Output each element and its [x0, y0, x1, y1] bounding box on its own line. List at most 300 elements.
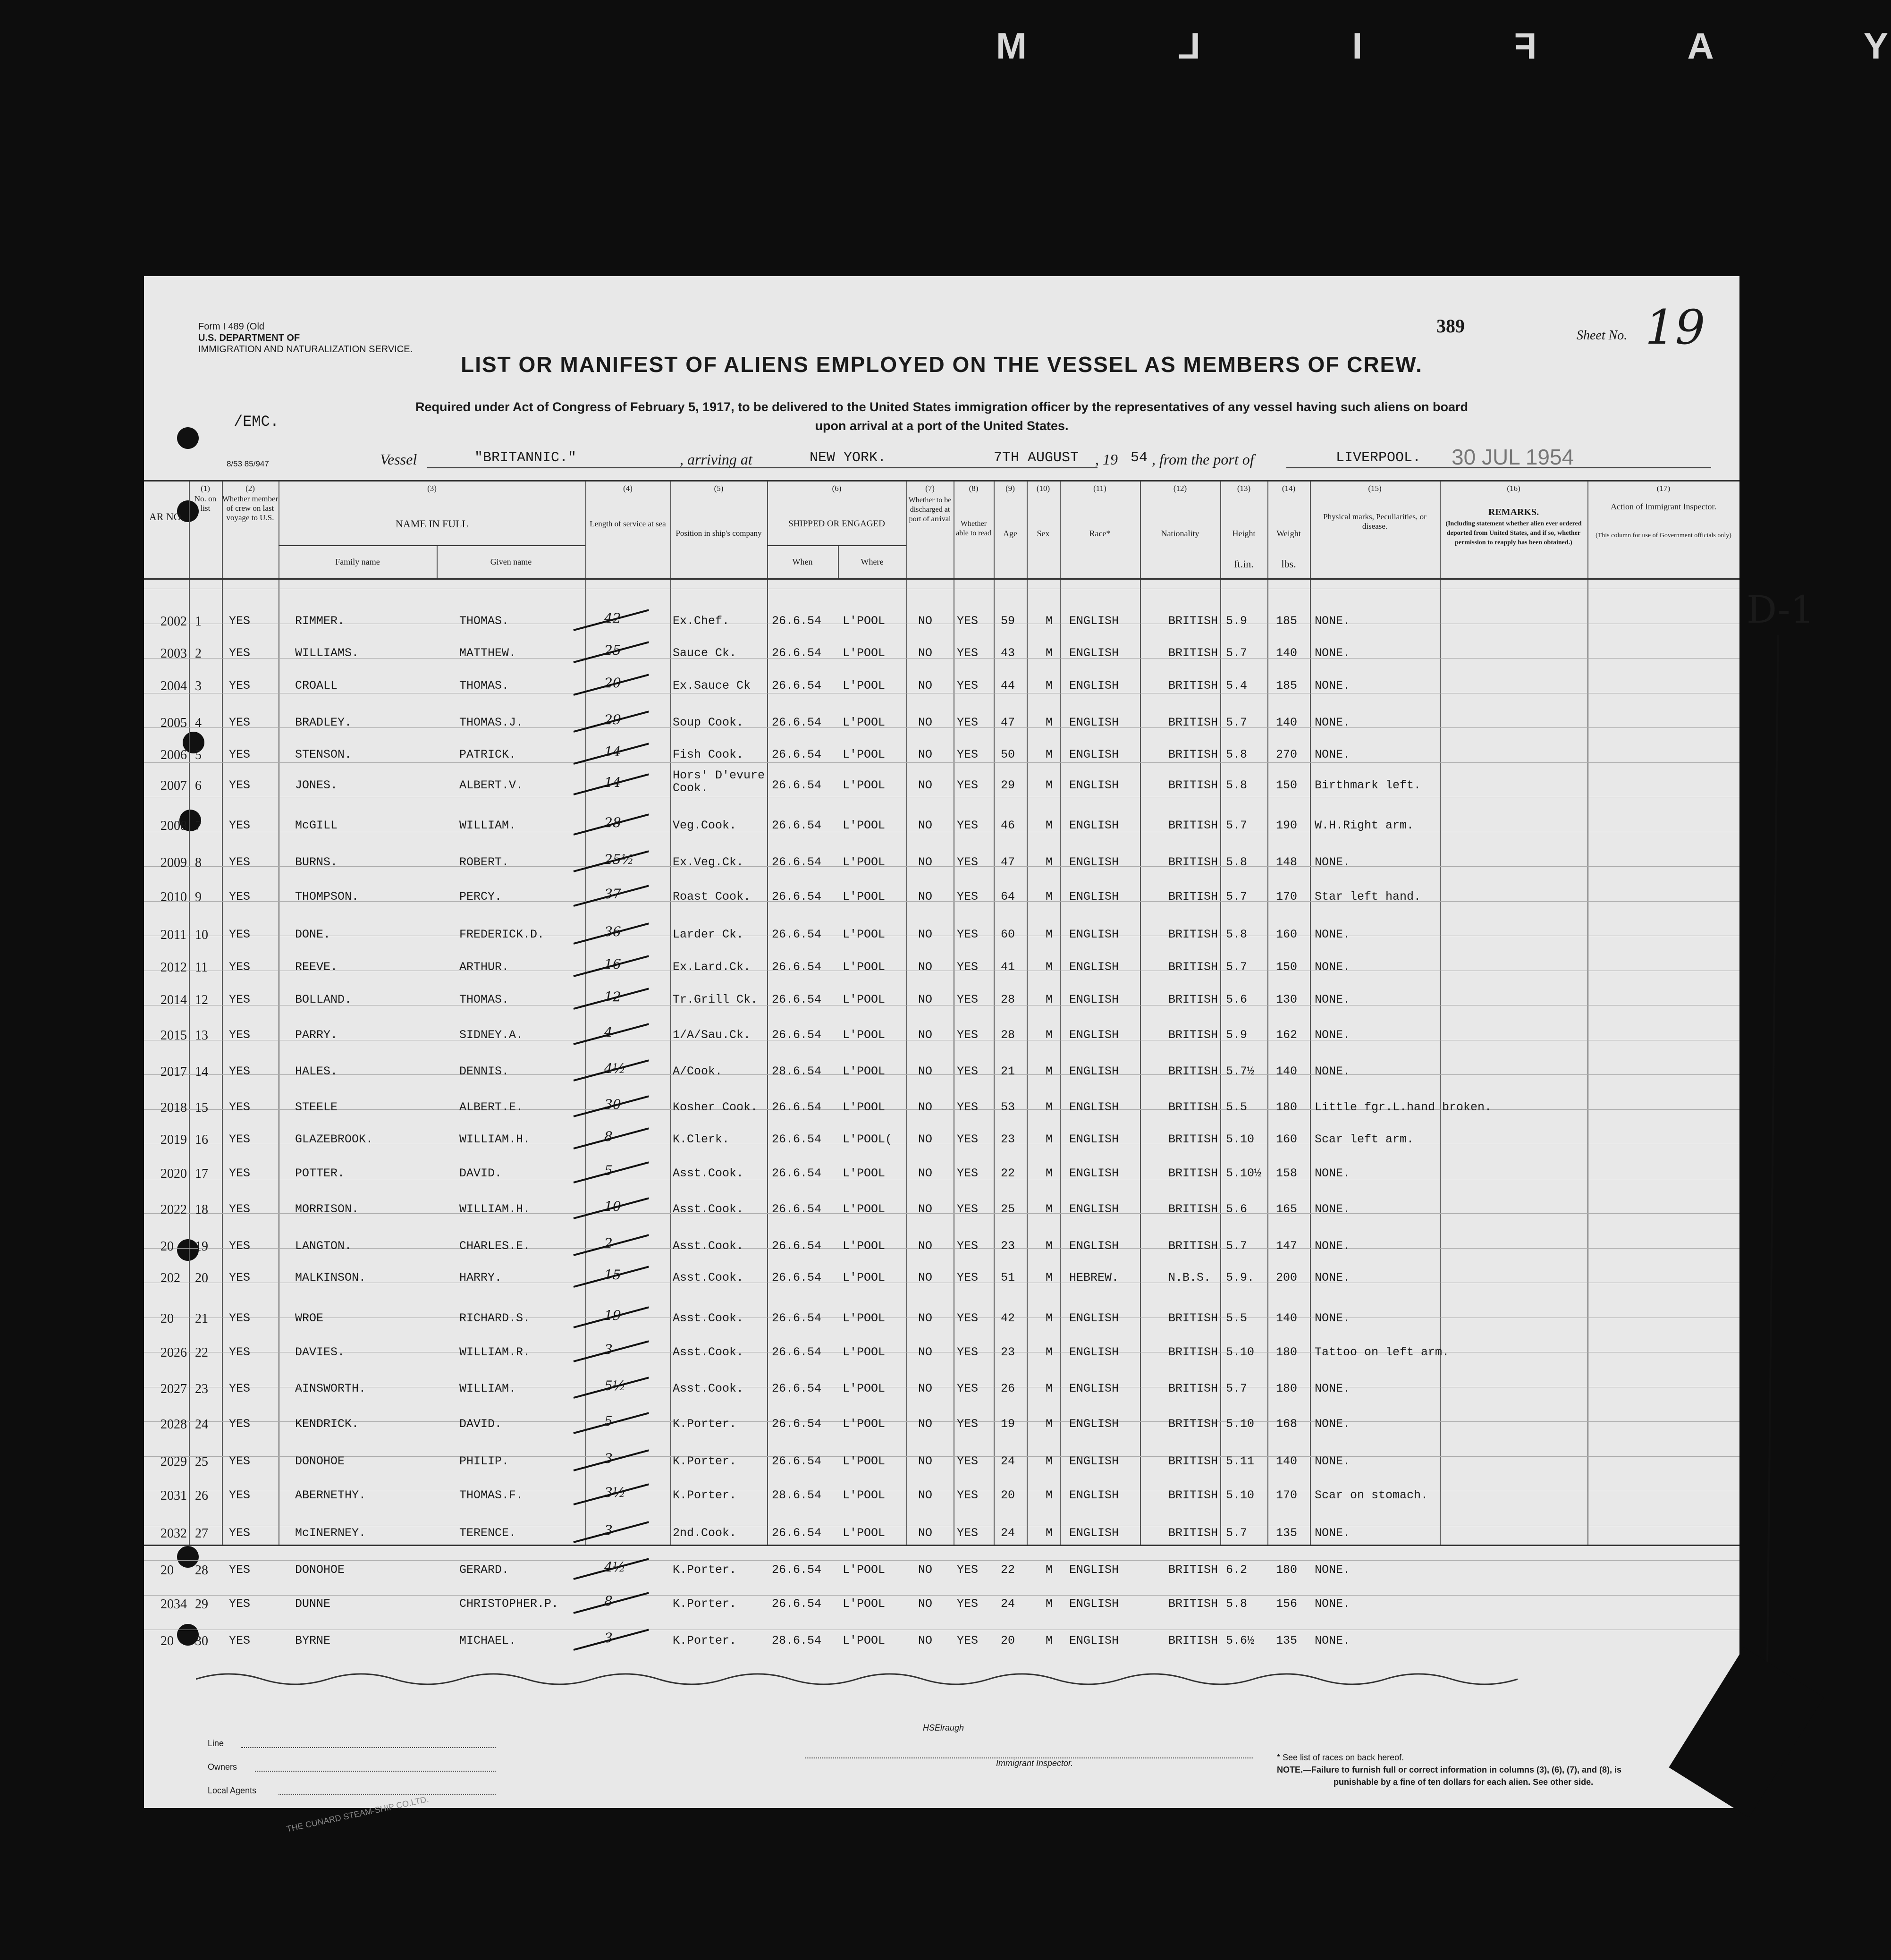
- cell-read: YES: [957, 928, 979, 941]
- cell-where: L'POOL(: [843, 1132, 893, 1146]
- cell-service: 15: [604, 1267, 621, 1283]
- cell-when: 26.6.54: [772, 960, 822, 974]
- cell-crew: YES: [229, 855, 251, 869]
- cell-height: 6.2: [1226, 1563, 1248, 1577]
- cell-ar: 2008: [160, 819, 187, 833]
- cell-given: FREDERICK.D.: [459, 928, 545, 941]
- cell-age: 53: [1001, 1100, 1015, 1114]
- cell-sex: M: [1046, 1382, 1053, 1395]
- arrival-port: NEW YORK.: [810, 450, 886, 466]
- cell-given: DENNIS.: [459, 1064, 509, 1078]
- cell-marks: NONE.: [1315, 1634, 1351, 1647]
- cell-position: Asst.Cook.: [673, 1382, 744, 1395]
- cell-service: 36: [604, 924, 621, 939]
- column-number: (4): [623, 484, 633, 493]
- cell-read: YES: [957, 890, 979, 904]
- cell-nat: BRITISH: [1168, 1132, 1218, 1146]
- cell-disch: NO: [918, 778, 933, 792]
- cell-service: 25: [604, 642, 621, 658]
- cell-weight: 160: [1276, 928, 1298, 941]
- cell-crew: YES: [229, 1597, 251, 1611]
- cell-read: YES: [957, 1382, 979, 1395]
- cell-service: 42: [604, 610, 621, 626]
- cell-weight: 147: [1276, 1239, 1298, 1253]
- cell-when: 26.6.54: [772, 1028, 822, 1042]
- cell-height: 5.6: [1226, 993, 1248, 1006]
- cell-where: L'POOL: [843, 1028, 886, 1042]
- cell-race: ENGLISH: [1069, 748, 1119, 761]
- cell-given: TERENCE.: [459, 1526, 516, 1540]
- cell-given: THOMAS.J.: [459, 716, 523, 729]
- cell-disch: NO: [918, 1028, 933, 1042]
- cell-age: 47: [1001, 716, 1015, 729]
- cell-service: 30: [604, 1097, 621, 1112]
- cell-family: LANGTON.: [295, 1239, 352, 1253]
- column-header-shipped: SHIPPED OR ENGAGED: [788, 519, 885, 529]
- cell-family: STEELE: [295, 1100, 338, 1114]
- cell-sex: M: [1046, 1100, 1053, 1114]
- cell-read: YES: [957, 1597, 979, 1611]
- cell-when: 26.6.54: [772, 1202, 822, 1216]
- cell-sex: M: [1046, 679, 1053, 693]
- row-rule: [144, 658, 1739, 659]
- cell-sex: M: [1046, 1132, 1053, 1146]
- cell-marks: NONE.: [1315, 1597, 1351, 1611]
- cell-ar: 2012: [160, 960, 187, 975]
- cell-no: 14: [195, 1064, 208, 1079]
- cell-race: ENGLISH: [1069, 1028, 1119, 1042]
- column-rule: [1220, 480, 1221, 1545]
- cell-read: YES: [957, 748, 979, 761]
- cell-race: ENGLISH: [1069, 1526, 1119, 1540]
- cell-position: Ex.Sauce Ck: [673, 679, 751, 693]
- cell-given: WILLIAM.H.: [459, 1202, 531, 1216]
- cell-crew: YES: [229, 1488, 251, 1502]
- cell-when: 26.6.54: [772, 716, 822, 729]
- cell-where: L'POOL: [843, 614, 886, 628]
- cell-race: ENGLISH: [1069, 1597, 1119, 1611]
- cell-disch: NO: [918, 1634, 933, 1647]
- cell-crew: YES: [229, 1563, 251, 1577]
- cell-service: 3: [604, 1342, 613, 1357]
- column-number: (15): [1368, 484, 1382, 493]
- cell-service: 3½: [604, 1485, 625, 1500]
- cell-disch: NO: [918, 1132, 933, 1146]
- column-header-position: Position in ship's company: [675, 529, 762, 538]
- cell-ar: 2032: [160, 1526, 187, 1541]
- cell-no: 29: [195, 1597, 208, 1612]
- cell-height: 5.7: [1226, 819, 1248, 832]
- cell-crew: YES: [229, 890, 251, 904]
- cell-disch: NO: [918, 748, 933, 761]
- cell-family: WILLIAMS.: [295, 646, 359, 660]
- cell-given: DAVID.: [459, 1166, 502, 1180]
- cell-read: YES: [957, 855, 979, 869]
- cell-race: ENGLISH: [1069, 1382, 1119, 1395]
- cell-family: BURNS.: [295, 855, 338, 869]
- cell-where: L'POOL: [843, 1271, 886, 1284]
- cell-marks: NONE.: [1315, 679, 1351, 693]
- cell-race: ENGLISH: [1069, 890, 1119, 904]
- row-rule: [144, 1595, 1739, 1596]
- cell-nat: BRITISH: [1168, 716, 1218, 729]
- cell-race: ENGLISH: [1069, 1454, 1119, 1468]
- cell-given: HARRY.: [459, 1271, 502, 1284]
- cell-no: 21: [195, 1311, 208, 1326]
- cell-when: 28.6.54: [772, 1064, 822, 1078]
- cell-given: WILLIAM.: [459, 1382, 516, 1395]
- cell-age: 20: [1001, 1488, 1015, 1502]
- cell-no: 2: [195, 646, 202, 661]
- cell-height: 5.9.: [1226, 1271, 1255, 1284]
- cell-no: 23: [195, 1382, 208, 1396]
- cell-read: YES: [957, 679, 979, 693]
- cell-crew: YES: [229, 1064, 251, 1078]
- cell-read: YES: [957, 993, 979, 1006]
- column-rule: [994, 480, 995, 1545]
- cell-where: L'POOL: [843, 748, 886, 761]
- cell-given: WILLIAM.: [459, 819, 516, 832]
- cell-service: 28: [604, 815, 621, 830]
- column-rule: [1060, 480, 1061, 1545]
- cell-service: 14: [604, 775, 621, 790]
- file-reference: 8/53 85/947: [227, 459, 269, 468]
- cell-sex: M: [1046, 928, 1053, 941]
- cell-crew: YES: [229, 1417, 251, 1431]
- cell-marks: NONE.: [1315, 1166, 1351, 1180]
- column-number: (13): [1237, 484, 1251, 493]
- column-number: (2): [245, 484, 255, 493]
- cell-family: DONE.: [295, 928, 331, 941]
- cell-race: ENGLISH: [1069, 1166, 1119, 1180]
- cell-where: L'POOL: [843, 1634, 886, 1647]
- cell-crew: YES: [229, 614, 251, 628]
- cell-ar: 2003: [160, 646, 187, 661]
- cell-crew: YES: [229, 1454, 251, 1468]
- cell-position: K.Porter.: [673, 1488, 737, 1502]
- cell-given: DAVID.: [459, 1417, 502, 1431]
- cell-where: L'POOL: [843, 1382, 886, 1395]
- cell-ar: 20: [160, 1311, 174, 1326]
- cell-sex: M: [1046, 614, 1053, 628]
- cell-ar: 2022: [160, 1202, 187, 1217]
- departure-port: LIVERPOOL.: [1336, 450, 1421, 466]
- cell-given: THOMAS.: [459, 679, 509, 693]
- cell-service: 2: [604, 1235, 613, 1251]
- column-header-discharged: Whether to be discharged at port of arrival: [908, 496, 952, 523]
- cell-crew: YES: [229, 928, 251, 941]
- cell-nat: BRITISH: [1168, 1454, 1218, 1468]
- cell-family: McINERNEY.: [295, 1526, 366, 1540]
- column-header-when: When: [792, 557, 813, 566]
- cell-disch: NO: [918, 1271, 933, 1284]
- column-number: (11): [1093, 484, 1106, 493]
- cell-no: 8: [195, 855, 202, 870]
- cell-service: 5: [604, 1413, 613, 1429]
- cell-age: 24: [1001, 1454, 1015, 1468]
- cell-where: L'POOL: [843, 679, 886, 693]
- cell-height: 5.7: [1226, 646, 1248, 660]
- cell-crew: YES: [229, 1526, 251, 1540]
- cell-where: L'POOL: [843, 1166, 886, 1180]
- cell-read: YES: [957, 1526, 979, 1540]
- cell-sex: M: [1046, 646, 1053, 660]
- cell-marks: NONE.: [1315, 960, 1351, 974]
- cell-where: L'POOL: [843, 1417, 886, 1431]
- cell-read: YES: [957, 819, 979, 832]
- column-number: (8): [969, 484, 979, 493]
- cell-position: 1/A/Sau.Ck.: [673, 1028, 751, 1042]
- cell-age: 51: [1001, 1271, 1015, 1284]
- cell-crew: YES: [229, 1345, 251, 1359]
- cell-service: 3: [604, 1522, 613, 1538]
- cell-no: 26: [195, 1488, 208, 1503]
- cell-ar: 2028: [160, 1417, 187, 1432]
- cell-ar: 2034: [160, 1597, 187, 1612]
- cell-given: WILLIAM.R.: [459, 1345, 531, 1359]
- column-number: (9): [1005, 484, 1015, 493]
- cell-given: ALBERT.E.: [459, 1100, 523, 1114]
- cell-sex: M: [1046, 855, 1053, 869]
- column-rule: [767, 480, 768, 1545]
- column-number: (17): [1656, 484, 1671, 493]
- cell-age: 46: [1001, 819, 1015, 832]
- cell-disch: NO: [918, 716, 933, 729]
- cell-nat: BRITISH: [1168, 646, 1218, 660]
- column-rule: [1587, 480, 1588, 1545]
- cell-read: YES: [957, 1202, 979, 1216]
- cell-age: 43: [1001, 646, 1015, 660]
- cell-nat: BRITISH: [1168, 1028, 1218, 1042]
- cell-weight: 135: [1276, 1526, 1298, 1540]
- column-number: (12): [1173, 484, 1187, 493]
- arriving-label: , arriving at: [680, 451, 752, 468]
- cell-position: Fish Cook.: [673, 748, 744, 761]
- cell-family: MORRISON.: [295, 1202, 359, 1216]
- cell-family: BOLLAND.: [295, 993, 352, 1006]
- cell-when: 26.6.54: [772, 1239, 822, 1253]
- cell-read: YES: [957, 1454, 979, 1468]
- cell-ar: 2009: [160, 855, 187, 870]
- cell-ar: 2014: [160, 993, 187, 1007]
- cell-ar: 2017: [160, 1064, 187, 1079]
- cell-when: 26.6.54: [772, 1454, 822, 1468]
- cell-no: 18: [195, 1202, 208, 1217]
- cell-no: 6: [195, 778, 202, 793]
- cell-ar: 2002: [160, 614, 187, 629]
- from-port-label: , from the port of: [1152, 451, 1254, 468]
- cell-crew: YES: [229, 1100, 251, 1114]
- cell-service: 4½: [604, 1559, 625, 1575]
- cell-nat: BRITISH: [1168, 679, 1218, 693]
- cell-race: ENGLISH: [1069, 993, 1119, 1006]
- cell-when: 26.6.54: [772, 1166, 822, 1180]
- cell-race: ENGLISH: [1069, 1417, 1119, 1431]
- cell-height: 5.8: [1226, 778, 1248, 792]
- column-rule: [1267, 480, 1268, 1545]
- cell-crew: YES: [229, 716, 251, 729]
- cell-family: GLAZEBROOK.: [295, 1132, 373, 1146]
- cell-disch: NO: [918, 928, 933, 941]
- cell-race: ENGLISH: [1069, 679, 1119, 693]
- cell-family: CROALL: [295, 679, 338, 693]
- cell-weight: 130: [1276, 993, 1298, 1006]
- row-rule: [144, 866, 1739, 867]
- cell-where: L'POOL: [843, 716, 886, 729]
- cell-where: L'POOL: [843, 1563, 886, 1577]
- cell-when: 26.6.54: [772, 1345, 822, 1359]
- cell-sex: M: [1046, 1028, 1053, 1042]
- emc-code: /EMC.: [234, 413, 279, 431]
- year-prefix: , 19: [1095, 451, 1118, 468]
- cell-ar: 2018: [160, 1100, 187, 1115]
- cell-crew: YES: [229, 993, 251, 1006]
- cell-where: L'POOL: [843, 993, 886, 1006]
- column-header-family-name: Family name: [335, 557, 380, 566]
- cell-family: POTTER.: [295, 1166, 345, 1180]
- cell-marks: Birthmark left.: [1315, 778, 1421, 792]
- cell-read: YES: [957, 1239, 979, 1253]
- cell-disch: NO: [918, 1202, 933, 1216]
- cell-disch: NO: [918, 1345, 933, 1359]
- cell-where: L'POOL: [843, 646, 886, 660]
- vessel-label: Vessel: [380, 451, 417, 468]
- cell-height: 5.5: [1226, 1311, 1248, 1325]
- cell-height: 5.8: [1226, 855, 1248, 869]
- cell-service: 29: [604, 712, 621, 727]
- cell-weight: 162: [1276, 1028, 1298, 1042]
- cell-nat: BRITISH: [1168, 1311, 1218, 1325]
- cell-weight: 150: [1276, 960, 1298, 974]
- cell-family: PARRY.: [295, 1028, 338, 1042]
- cell-nat: BRITISH: [1168, 748, 1218, 761]
- column-number: (1): [201, 484, 210, 493]
- cell-given: CHRISTOPHER.P.: [459, 1597, 559, 1611]
- cell-family: DONOHOE: [295, 1563, 345, 1577]
- cell-where: L'POOL: [843, 960, 886, 974]
- cell-marks: NONE.: [1315, 1526, 1351, 1540]
- cell-height: 5.10½: [1226, 1166, 1262, 1180]
- cell-nat: BRITISH: [1168, 928, 1218, 941]
- cell-disch: NO: [918, 1454, 933, 1468]
- cell-weight: 140: [1276, 716, 1298, 729]
- cell-disch: NO: [918, 1166, 933, 1180]
- cell-service: 12: [604, 989, 621, 1005]
- cell-height: 5.7: [1226, 1382, 1248, 1395]
- cell-where: L'POOL: [843, 1345, 886, 1359]
- column-header-age: Age: [1003, 529, 1017, 538]
- cell-position: K.Porter.: [673, 1634, 737, 1647]
- cell-when: 26.6.54: [772, 1100, 822, 1114]
- cell-no: 10: [195, 928, 208, 942]
- row-rule: [144, 1109, 1739, 1110]
- cell-age: 23: [1001, 1345, 1015, 1359]
- name-sub-rule: [279, 545, 585, 546]
- inspector-annotation: D-1: [1747, 588, 1815, 632]
- cell-position: Ex.Lard.Ck.: [673, 960, 751, 974]
- cell-when: 26.6.54: [772, 855, 822, 869]
- cell-when: 26.6.54: [772, 1417, 822, 1431]
- cell-no: 9: [195, 890, 202, 904]
- crew-table: [144, 480, 1739, 1545]
- cell-position: Ex.Chef.: [673, 614, 730, 628]
- cell-where: L'POOL: [843, 1526, 886, 1540]
- end-of-list-line: [196, 1669, 1518, 1688]
- cell-where: L'POOL: [843, 890, 886, 904]
- cell-read: YES: [957, 1028, 979, 1042]
- cell-nat: BRITISH: [1168, 855, 1218, 869]
- cell-marks: NONE.: [1315, 1271, 1351, 1284]
- cell-weight: 170: [1276, 1488, 1298, 1502]
- cell-weight: 140: [1276, 1311, 1298, 1325]
- cell-position: Veg.Cook.: [673, 819, 737, 832]
- cell-sex: M: [1046, 993, 1053, 1006]
- cell-marks: Tattoo on left arm.: [1315, 1345, 1450, 1359]
- cell-service: 4½: [604, 1061, 625, 1076]
- cell-age: 24: [1001, 1597, 1015, 1611]
- cell-marks: NONE.: [1315, 1311, 1351, 1325]
- cell-no: 19: [195, 1239, 208, 1254]
- cell-ar: 2015: [160, 1028, 187, 1043]
- cell-when: 26.6.54: [772, 778, 822, 792]
- cell-ar: 2010: [160, 890, 187, 904]
- cell-weight: 170: [1276, 890, 1298, 904]
- cell-read: YES: [957, 1563, 979, 1577]
- cell-ar: 2026: [160, 1345, 187, 1360]
- cell-nat: N.B.S.: [1168, 1271, 1211, 1284]
- cell-height: 5.7½: [1226, 1064, 1255, 1078]
- cell-disch: NO: [918, 679, 933, 693]
- cell-position: Sauce Ck.: [673, 646, 737, 660]
- row-rule: [144, 727, 1739, 728]
- line-label: Line: [208, 1739, 224, 1748]
- cell-family: THOMPSON.: [295, 890, 359, 904]
- sheet-no-handwritten: 19: [1645, 300, 1705, 355]
- cell-sex: M: [1046, 716, 1053, 729]
- cell-no: 22: [195, 1345, 208, 1360]
- cell-service: 5½: [604, 1378, 625, 1394]
- cell-weight: 140: [1276, 646, 1298, 660]
- cell-disch: NO: [918, 890, 933, 904]
- cell-race: ENGLISH: [1069, 1634, 1119, 1647]
- cell-nat: BRITISH: [1168, 1345, 1218, 1359]
- cell-sex: M: [1046, 1454, 1053, 1468]
- cell-age: 41: [1001, 960, 1015, 974]
- cell-crew: YES: [229, 1166, 251, 1180]
- cell-service: 16: [604, 956, 621, 972]
- cell-age: 60: [1001, 928, 1015, 941]
- sheet-no-label: Sheet No.: [1577, 328, 1628, 343]
- cell-ar: 2004: [160, 679, 187, 693]
- cell-weight: 150: [1276, 778, 1298, 792]
- cell-weight: 140: [1276, 1064, 1298, 1078]
- table-bottom-rule: [144, 1545, 1739, 1546]
- cell-ar: 20: [160, 1239, 174, 1254]
- cell-sex: M: [1046, 748, 1053, 761]
- row-rule: [144, 1213, 1739, 1214]
- column-number: (6): [832, 484, 842, 493]
- cell-sex: M: [1046, 1202, 1053, 1216]
- cell-age: 50: [1001, 748, 1015, 761]
- cell-read: YES: [957, 716, 979, 729]
- cell-crew: YES: [229, 679, 251, 693]
- cell-family: REEVE.: [295, 960, 338, 974]
- cell-ar: 2019: [160, 1132, 187, 1147]
- cell-family: ABERNETHY.: [295, 1488, 366, 1502]
- cell-position: K.Porter.: [673, 1563, 737, 1577]
- cell-given: ALBERT.V.: [459, 778, 523, 792]
- cell-weight: 190: [1276, 819, 1298, 832]
